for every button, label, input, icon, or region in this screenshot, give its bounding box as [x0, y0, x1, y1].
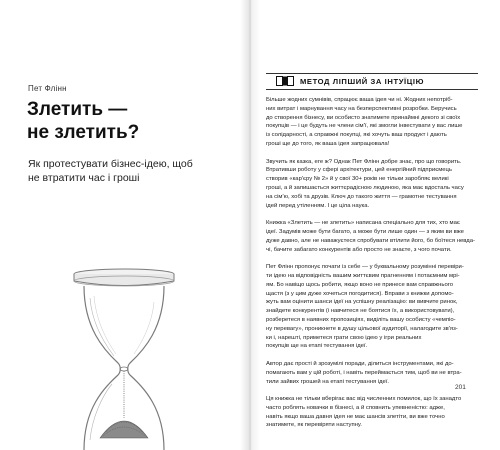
subtitle-line: не втратити час і гроші [28, 171, 140, 184]
page-number: 201 [455, 384, 466, 391]
author-name: Пет Флінн [28, 84, 67, 93]
text-line: дуже давно, але не наважуєтеся спробувати втілити його, бо боїтеся невда- [266, 237, 475, 244]
text-line: гроші ще до того, як ваша ідея запрацювала! [266, 140, 390, 147]
text-line: знайдете конкурентів (і навчитеся не боятися їх, а використовувати), [266, 308, 455, 315]
body-paragraph [266, 219, 478, 254]
header-rule [266, 89, 478, 90]
text-line: них витрат і марнування часу на безперспективні розробки. Беручись [266, 105, 457, 112]
text-line: навіть якщо ваша давня ідея не має шансів злетіти, ви вже точно [266, 413, 445, 420]
book-gutter [240, 0, 260, 450]
text-line: помагають вам у цій роботі, і навіть переймається тим, щоб ви не втра- [266, 369, 462, 376]
subtitle-line: Як протестувати бізнес-ідею, щоб [28, 158, 193, 170]
body-paragraph [266, 96, 478, 149]
text-line: покупців ще на етапі тестування ідеї. [266, 343, 368, 350]
text-line: Ця книжка не тільки вберігає вас від численних помилок, що їх занадто [266, 396, 462, 403]
text-line: створив «кар'єру № 2» й у свої 30+ років не тільки заробляє великі [266, 176, 449, 183]
text-line: ям. Бо навіщо щось робити, якщо воно не принесе вам справжнього [266, 281, 454, 288]
header-rule [266, 73, 478, 74]
text-line: ну перевагу», проникнете в душу цільової аудиторії, налагодите зв'яз- [266, 325, 458, 332]
text-line: Звучить як казка, еге ж? Однак Пет Флінн добре знає, про що говорить. [266, 158, 462, 165]
hourglass-illustration [70, 268, 178, 450]
tabs-icon [276, 76, 294, 86]
title-line: не злетить? [27, 122, 140, 143]
book-title [27, 98, 242, 144]
text-line: розберетеся в наявних пропозиціях, виділіть вашу особисту «чемпіо- [266, 316, 456, 323]
text-line: знатимете, як перевіряти наступну. [266, 422, 362, 429]
text-line: щастя (з у цим дуже хочеться погодитися). Вправи з книжки допомо- [266, 290, 454, 297]
text-line: на сім'ю, хобі та друзів. Ключ до такого життя — грамотне тестування [266, 193, 457, 200]
body-paragraph [266, 158, 478, 211]
text-line: Пет Флінн пропонує почати із себе — у буквальному розумінні перевіри- [266, 264, 464, 271]
text-line: ідеї. Задумів може бути багато, а може бути лише один — з яким ви вже [266, 228, 464, 235]
body-paragraph [266, 395, 478, 430]
text-line: Автор дає прості й зрозумілі поради, ділиться інструментами, які до- [266, 360, 454, 367]
book-subtitle [28, 158, 233, 185]
text-line: ти ідею на відповідність вашим життєвим прагненням і потаємним мрі- [266, 272, 460, 279]
text-line: гроші, а й запишається життєрадісною людиною, яка має вдосталь часу [266, 184, 464, 191]
title-line: Злетить — [27, 99, 128, 120]
body-paragraph [266, 360, 478, 386]
text-line: часто роблять новачки в бізнесі, а й сповнить упевненістю: адже, [266, 404, 445, 411]
section-header [266, 73, 478, 91]
text-line: Книжка «Злетить — не злетить» написана спеціально для тих, хто має [266, 220, 460, 227]
text-line: ки і, нарешті, приметеся грати свою ідею у ігри реальних [266, 334, 422, 341]
text-line: покупців — і це будуть не члени сім'ї, які змогли інвестувати у вас лише [266, 123, 463, 130]
text-line: чі, бачите забагато конкурентів або просто не знаєте, з чого почати. [266, 246, 452, 253]
text-line: Втративши роботу у сфері архітектури, цей енергійний підприємець [266, 167, 452, 174]
text-line: із солідарності, а справжні покупці, які хочуть ваш продукт і дають [266, 132, 447, 139]
text-line: Більше жодних сумнівів, спрацює ваша ідея чи ні. Жодних непотріб- [266, 97, 453, 103]
text-line: ідей перед утіленням. І це ціла наука. [266, 202, 370, 209]
section-title: МЕТОД ЛІПШИЙ ЗА ІНТУЇЦІЮ [300, 77, 425, 86]
body-paragraph [266, 263, 478, 351]
text-line: тили зайвих грошей на етапі тестування ідеї. [266, 378, 390, 385]
text-line: жуть вам оцінити шанси ідеї на успішну реалізацію: ви вивчите ринок, [266, 299, 458, 306]
text-line: до створення бізнесу, ви особисто знатимете принаймні декого зі своїх [266, 114, 461, 121]
body-text [266, 96, 478, 439]
